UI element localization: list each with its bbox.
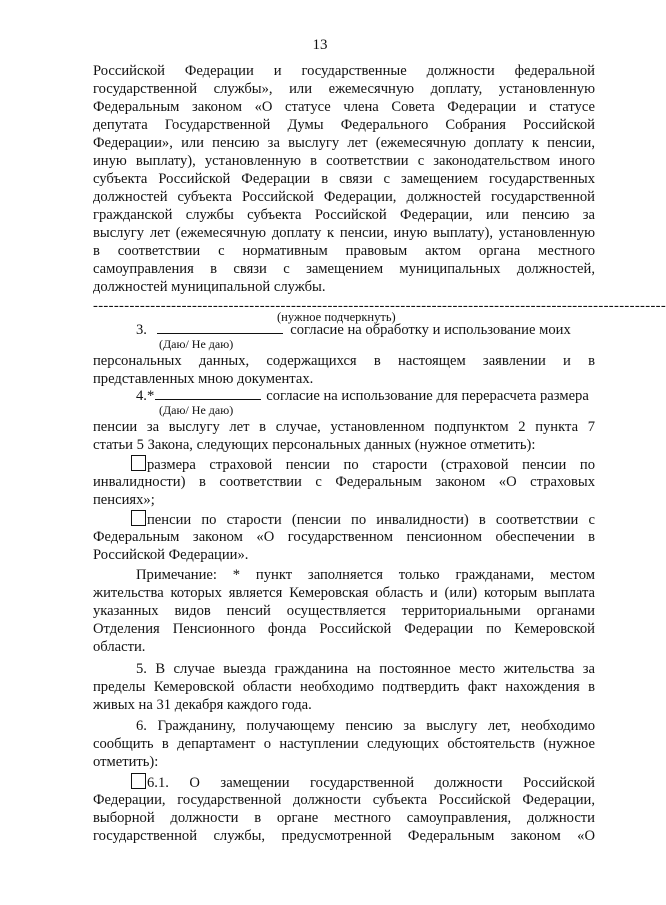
text-line: Федерации», или пенсию за выслугу лет (ежемесячную доплату к пенсии,: [93, 135, 595, 151]
text-line: пенсии за выслугу лет в случае, установленном подпунктом 2 пункта 7: [93, 419, 595, 435]
text-line: представленных мною документах.: [93, 371, 314, 387]
text-line: Российской Федерации и государственные должности федеральной: [93, 63, 595, 79]
text-line: субъекта Российской Федерации в связи с замещением государственных: [93, 171, 595, 187]
text-line: области.: [93, 639, 146, 655]
text-line: должностей муниципальной службы.: [93, 279, 326, 295]
text-line: выслугу лет (ежемесячную доплату к пенсии, иную выплату), установленную: [93, 225, 595, 241]
item-4-text: согласие на использование для перерасчета размера: [266, 388, 589, 404]
text-line: статьи 5 Закона, следующих персональных данных (нужное отметить):: [93, 437, 536, 453]
text-line: указанных видов пенсий осуществляется территориальными органами: [93, 603, 595, 619]
text-line: государственной службы, предусмотренной Федеральным законом «О: [93, 828, 595, 844]
item-6-line: 6. Гражданину, получающему пенсию за выслугу лет, необходимо: [136, 718, 595, 734]
option-text: пенсии по старости (пенсии по инвалидности) в соответствии с: [147, 512, 595, 528]
text-line: депутата Государственной Думы Федерального Собрания Российской: [93, 117, 595, 133]
text-line: Российской Федерации».: [93, 547, 249, 563]
text-line: инвалидности) в соответствии с Федеральным законом «О страховых: [93, 474, 595, 490]
text-line: пределы Кемеровской области необходимо подтвердить факт нахождения в: [93, 679, 595, 695]
text-line: Федеральным законом «О государственном пенсионном обеспечении в: [93, 529, 595, 545]
text-line: жительства которых является Кемеровская область и (или) которым выплата: [93, 585, 595, 601]
consent-processing-field[interactable]: [157, 320, 283, 334]
dash-separator: --------------------------------------------------------------------------------------------------------------: [93, 298, 666, 314]
item-3-number: 3.: [136, 322, 147, 338]
option-text: 6.1. О замещении государственной должности Российской: [147, 775, 595, 791]
text-line: Федеральным законом «О статусе члена Совета Федерации и статусе: [93, 99, 595, 115]
item-6-1-checkbox[interactable]: [131, 773, 146, 789]
option-insurance-pension-line-1: [131, 455, 595, 474]
item-4-number: 4.*: [136, 388, 155, 404]
text-line: гражданской службы субъекта Российской Федерации, или пенсию за: [93, 207, 595, 223]
text-line: выборной должности в органе местного самоуправления, должности: [93, 810, 595, 826]
item-5-line: 5. В случае выезда гражданина на постоянное место жительства за: [136, 661, 595, 677]
underline-note: (нужное подчеркнуть): [277, 310, 396, 324]
text-line: самоуправления в связи с замещением муниципальных должностей,: [93, 261, 595, 277]
text-line: пенсиях»;: [93, 492, 155, 508]
text-line: Отделения Пенсионного фонда Российской Федерации по Кемеровской: [93, 621, 595, 637]
text-line: государственной службы», или ежемесячную доплату, установленную: [93, 81, 595, 97]
note-line: Примечание: * пункт заполняется только гражданами, местом: [136, 567, 595, 583]
item-3-text: согласие на обработку и использование моих: [290, 322, 571, 338]
item-4-blank-caption: (Даю/ Не даю): [159, 403, 234, 417]
option-text: размера страховой пенсии по старости (страховой пенсии по: [147, 457, 595, 473]
state-pension-checkbox[interactable]: [131, 510, 146, 526]
item-3-blank-caption: (Даю/ Не даю): [159, 337, 234, 351]
item-6-1-line-1: [131, 773, 595, 792]
option-state-pension-line-1: [131, 510, 595, 529]
text-line: сообщить в департамент о наступлении следующих обстоятельств (нужное: [93, 736, 595, 752]
consent-recalculation-field[interactable]: [155, 386, 261, 400]
insurance-pension-checkbox[interactable]: [131, 455, 146, 471]
text-line: иную выплату), установленную в соответствии с законодательством иного: [93, 153, 595, 169]
text-line: Федерации, государственной должности субъекта Российской Федерации,: [93, 792, 595, 808]
text-line: отметить):: [93, 754, 159, 770]
text-line: живых на 31 декабря каждого года.: [93, 697, 312, 713]
page-number: 13: [312, 37, 328, 53]
text-line: в соответствии с нормативным правовым актом органа местного: [93, 243, 595, 259]
text-line: персональных данных, содержащихся в настоящем заявлении и в: [93, 353, 595, 369]
text-line: должностей субъекта Российской Федерации, должностей государственной: [93, 189, 595, 205]
